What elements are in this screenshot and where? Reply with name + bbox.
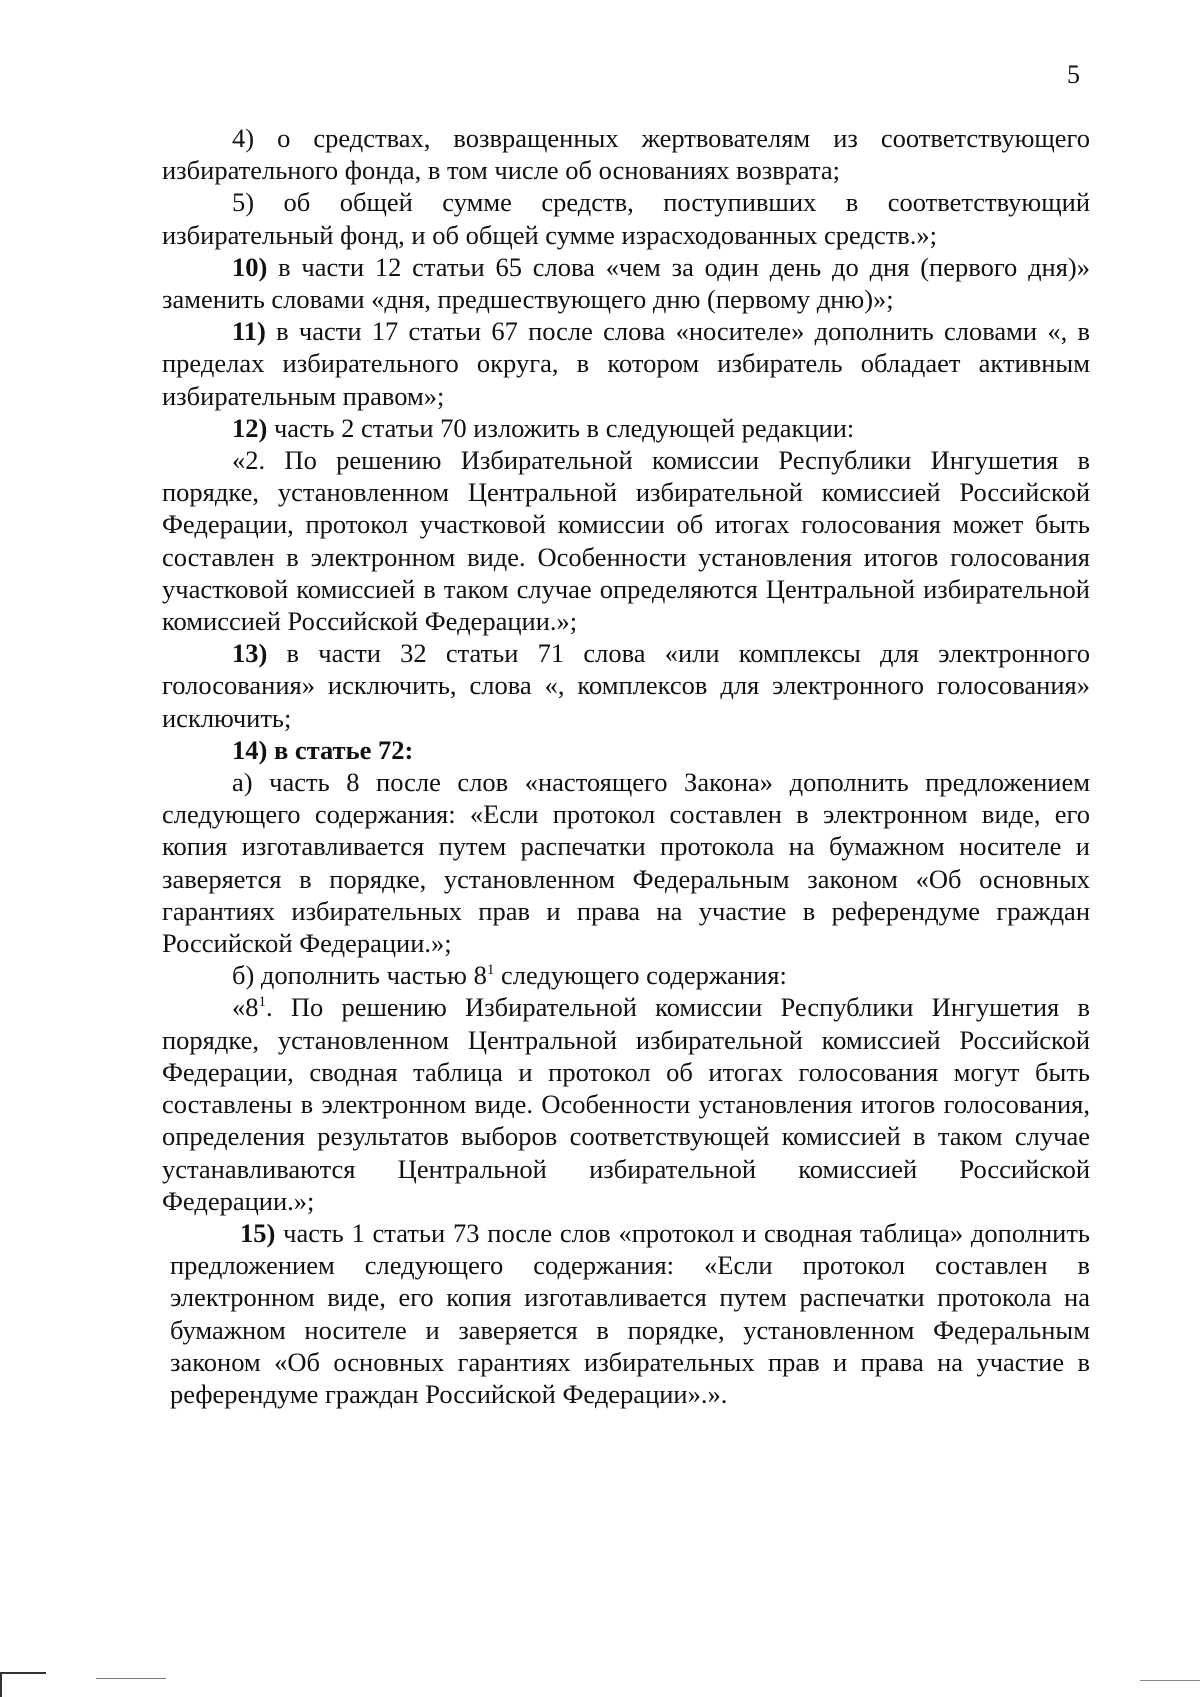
paragraph-lead: 12) xyxy=(232,412,268,443)
scan-artifact-mark xyxy=(1140,1680,1200,1681)
paragraph-lead: 10) xyxy=(232,251,268,282)
paragraph-lead: 13) xyxy=(232,638,268,669)
paragraph-point-11 xyxy=(162,315,1090,412)
paragraph-lead: 11) xyxy=(232,316,266,347)
scan-artifact-mark xyxy=(96,1678,166,1679)
paragraph-tail: следующего содержания: xyxy=(494,960,787,991)
paragraph-point-13 xyxy=(162,637,1090,734)
paragraph-text: а) часть 8 после слов «настоящего Закона» дополнить предложением следующего содержания: «Если протокол составлен в электронном виде, его копия изготавливается путем распечатки протокола на бумажном носителе и заверяется в порядке, установленном Федеральным законом «Об основных гарантиях избирательных прав и права на участие в референдуме граждан Российской Федерации.»; xyxy=(162,767,1090,959)
document-body xyxy=(162,122,1090,1410)
scan-artifact-mark xyxy=(0,1672,46,1674)
paragraph-text: часть 2 статьи 70 изложить в следующей редакции: xyxy=(267,412,855,443)
scan-artifact-mark xyxy=(0,1672,2,1697)
paragraph-text: 5) об общей сумме средств, поступивших в соответствующий избирательный фонд, и об общей сумме израсходованных средств.»; xyxy=(162,187,1090,250)
paragraph-text: в части 12 статьи 65 слова «чем за один день до дня (первого дня)» заменить словами «дня, предшествующего дню (первому дню)»; xyxy=(162,251,1090,315)
paragraph-text: 4) о средствах, возвращенных жертвователям из соответствующего избирательного фонда, в том числе об основаниях возврата; xyxy=(162,123,1090,186)
paragraph-text: в части 32 статьи 71 слова «или комплексы для электронного голосования» исключить, слова «, комплексов для электронного голосования» исключить; xyxy=(162,638,1090,733)
paragraph-quote-part-2 xyxy=(162,444,1090,637)
paragraph-point-10 xyxy=(162,251,1090,315)
paragraph-subpoint-a xyxy=(162,766,1090,959)
paragraph-text: в части 17 статьи 67 после слова «носителе» дополнить словами «, в пределах избирательного округа, в котором избиратель обладает активным избирательным правом»; xyxy=(162,316,1090,411)
paragraph-item-4 xyxy=(162,122,1090,186)
paragraph-point-12 xyxy=(162,412,1090,444)
paragraph-point-15 xyxy=(170,1217,1090,1410)
paragraph-text: часть 1 статьи 73 после слов «протокол и сводная таблица» дополнить предложением следующего содержания: «Если протокол составлен в электронном виде, его копия изготавливается путем распечатки протокола на бумажном носителе и заверяется в порядке, установленном Федеральным законом «Об основных гарантиях избирательных прав и права на участие в референдуме граждан Российской Федерации».». xyxy=(170,1217,1090,1409)
superscript: 1 xyxy=(258,994,266,1011)
superscript: 1 xyxy=(486,962,495,979)
paragraph-point-14 xyxy=(162,734,1090,766)
paragraph-quote-part-8-1 xyxy=(162,991,1090,1216)
paragraph-subpoint-b xyxy=(162,959,1090,991)
paragraph-lead: 14) в статье 72: xyxy=(232,734,414,765)
paragraph-text: б) дополнить частью 8 xyxy=(232,960,487,991)
paragraph-item-5 xyxy=(162,186,1090,250)
paragraph-lead: 15) xyxy=(240,1217,276,1248)
paragraph-text: «8 xyxy=(232,992,259,1023)
paragraph-text: «2. По решению Избирательной комиссии Республики Ингушетия в порядке, установленном Центральной избирательной комиссией Российской Федерации, протокол участковой комиссии об итогах голосования может быть составлен в электронном виде. Особенности установления итогов голосования участковой комиссией в таком случае определяются Центральной избирательной комиссией Российской Федерации.»; xyxy=(162,445,1090,637)
page-number: 5 xyxy=(1067,60,1080,89)
paragraph-tail: . По решению Избирательной комиссии Республики Ингушетия в порядке, установленном Центральной избирательной комиссией Российской Федерации, сводная таблица и протокол об итогах голосования могут быть составлены в электронном виде. Особенности установления итогов голосования, определения результатов выборов соответствующей комиссией в таком случае устанавливаются Центральной избирательной комиссией Российской Федерации.»; xyxy=(162,992,1090,1216)
